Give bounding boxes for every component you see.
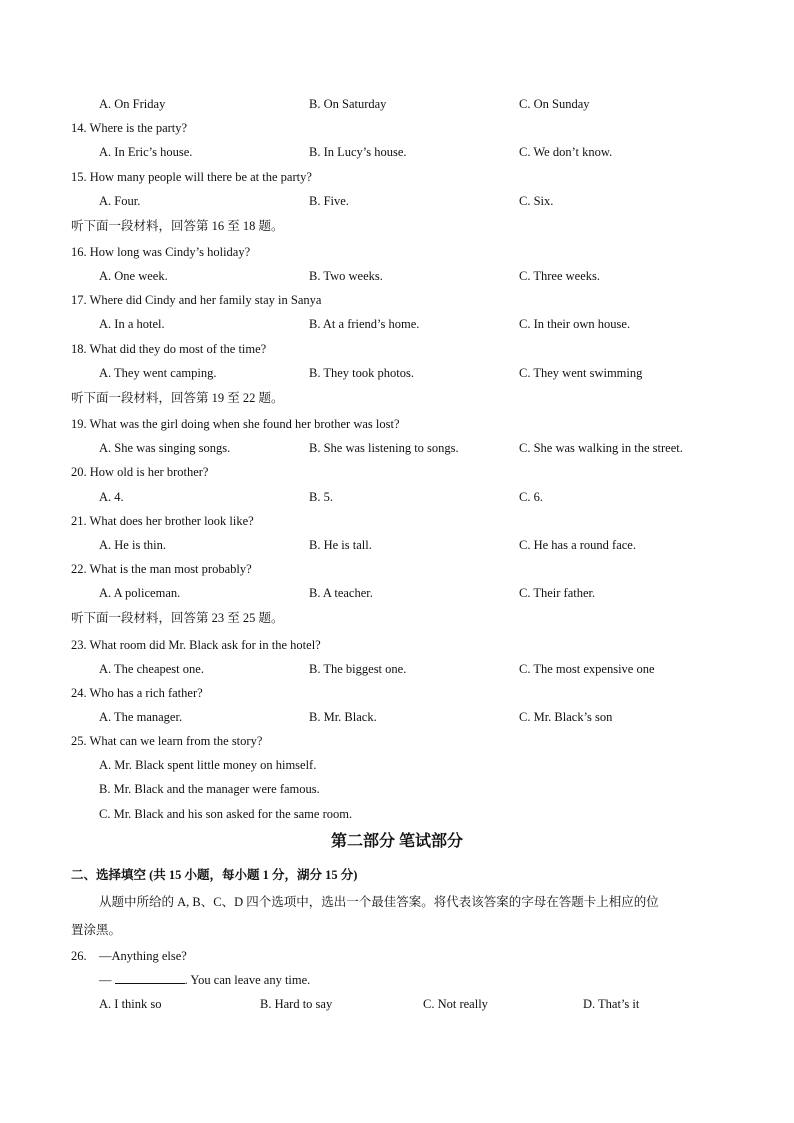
q23-option-b: B. The biggest one. — [309, 662, 407, 676]
q16-stem: 16. How long was Cindy’s holiday? — [71, 245, 251, 259]
q17-option-a: A. In a hotel. — [99, 317, 165, 331]
q20-option-c: C. 6. — [519, 490, 543, 504]
q16-option-a: A. One week. — [99, 269, 168, 283]
q19-option-c: C. She was walking in the street. — [519, 441, 683, 455]
section2-instruction-line2: 置涂黑。 — [71, 923, 122, 937]
q24-option-c: C. Mr. Black’s son — [519, 710, 613, 724]
q19-option-b: B. She was listening to songs. — [309, 441, 459, 455]
q22-option-b: B. A teacher. — [309, 586, 373, 600]
q26-line1: —Anything else? — [99, 949, 187, 963]
q26-line2-text: . You can leave any time. — [184, 973, 311, 987]
q25-stem: 25. What can we learn from the story? — [71, 734, 263, 748]
q15-stem: 15. How many people will there be at the party? — [71, 170, 312, 184]
q18-option-a: A. They went camping. — [99, 366, 217, 380]
q26-answer-blank — [115, 972, 185, 984]
q18-option-b: B. They took photos. — [309, 366, 414, 380]
q25-option-a: A. Mr. Black spent little money on himself. — [99, 758, 317, 772]
q19-option-a: A. She was singing songs. — [99, 441, 231, 455]
q25-option-c: C. Mr. Black and his son asked for the same room. — [99, 807, 353, 821]
q13-option-c: C. On Sunday — [519, 97, 590, 111]
q16-option-c: C. Three weeks. — [519, 269, 600, 283]
section2-instruction-line1: 从题中所给的 A, B、C、D 四个选项中，选出一个最佳答案。将代表该答案的字母在答题卡上相应的位 — [99, 895, 659, 909]
q14-stem: 14. Where is the party? — [71, 121, 188, 135]
q20-stem: 20. How old is her brother? — [71, 465, 209, 479]
q19-stem: 19. What was the girl doing when she found her brother was lost? — [71, 417, 400, 431]
q21-stem: 21. What does her brother look like? — [71, 514, 254, 528]
q25-option-b: B. Mr. Black and the manager were famous. — [99, 782, 320, 796]
q16-option-b: B. Two weeks. — [309, 269, 383, 283]
q17-option-c: C. In their own house. — [519, 317, 631, 331]
section2-title: 二、选择填空 (共 15 小题，每小题 1 分，湖分 15 分) — [71, 868, 358, 882]
q26-option-d: D. That’s it — [583, 997, 640, 1011]
q26-line2 — [99, 972, 310, 988]
q26-option-a: A. I think so — [99, 997, 162, 1011]
q14-option-c: C. We don’t know. — [519, 145, 613, 159]
q14-option-b: B. In Lucy’s house. — [309, 145, 407, 159]
q26-option-c: C. Not really — [423, 997, 488, 1011]
q24-option-a: A. The manager. — [99, 710, 183, 724]
q20-option-b: B. 5. — [309, 490, 333, 504]
q26-number: 26. — [71, 949, 87, 963]
q22-stem: 22. What is the man most probably? — [71, 562, 252, 576]
q15-option-b: B. Five. — [309, 194, 349, 208]
q20-option-a: A. 4. — [99, 490, 124, 504]
q13-option-b: B. On Saturday — [309, 97, 387, 111]
q17-option-b: B. At a friend’s home. — [309, 317, 420, 331]
part2-title: 第二部分 笔试部分 — [330, 833, 463, 850]
q17-stem: 17. Where did Cindy and her family stay in Sanya — [71, 293, 322, 307]
q21-option-c: C. He has a round face. — [519, 538, 636, 552]
listening-instruction-16-18: 听下面一段材料，回答第 16 至 18 题。 — [71, 219, 284, 233]
q15-option-a: A. Four. — [99, 194, 141, 208]
q18-stem: 18. What did they do most of the time? — [71, 342, 267, 356]
q21-option-b: B. He is tall. — [309, 538, 372, 552]
q26-option-b: B. Hard to say — [260, 997, 333, 1011]
q21-option-a: A. He is thin. — [99, 538, 167, 552]
q24-stem: 24. Who has a rich father? — [71, 686, 203, 700]
q22-option-a: A. A policeman. — [99, 586, 181, 600]
q23-stem: 23. What room did Mr. Black ask for in the hotel? — [71, 638, 321, 652]
q26-dash: — — [99, 973, 112, 987]
q14-option-a: A. In Eric’s house. — [99, 145, 193, 159]
q23-option-a: A. The cheapest one. — [99, 662, 204, 676]
q22-option-c: C. Their father. — [519, 586, 596, 600]
listening-instruction-19-22: 听下面一段材料，回答第 19 至 22 题。 — [71, 391, 284, 405]
q18-option-c: C. They went swimming — [519, 366, 643, 380]
q15-option-c: C. Six. — [519, 194, 554, 208]
q23-option-c: C. The most expensive one — [519, 662, 655, 676]
q13-option-a: A. On Friday — [99, 97, 166, 111]
q24-option-b: B. Mr. Black. — [309, 710, 377, 724]
listening-instruction-23-25: 听下面一段材料，回答第 23 至 25 题。 — [71, 611, 284, 625]
